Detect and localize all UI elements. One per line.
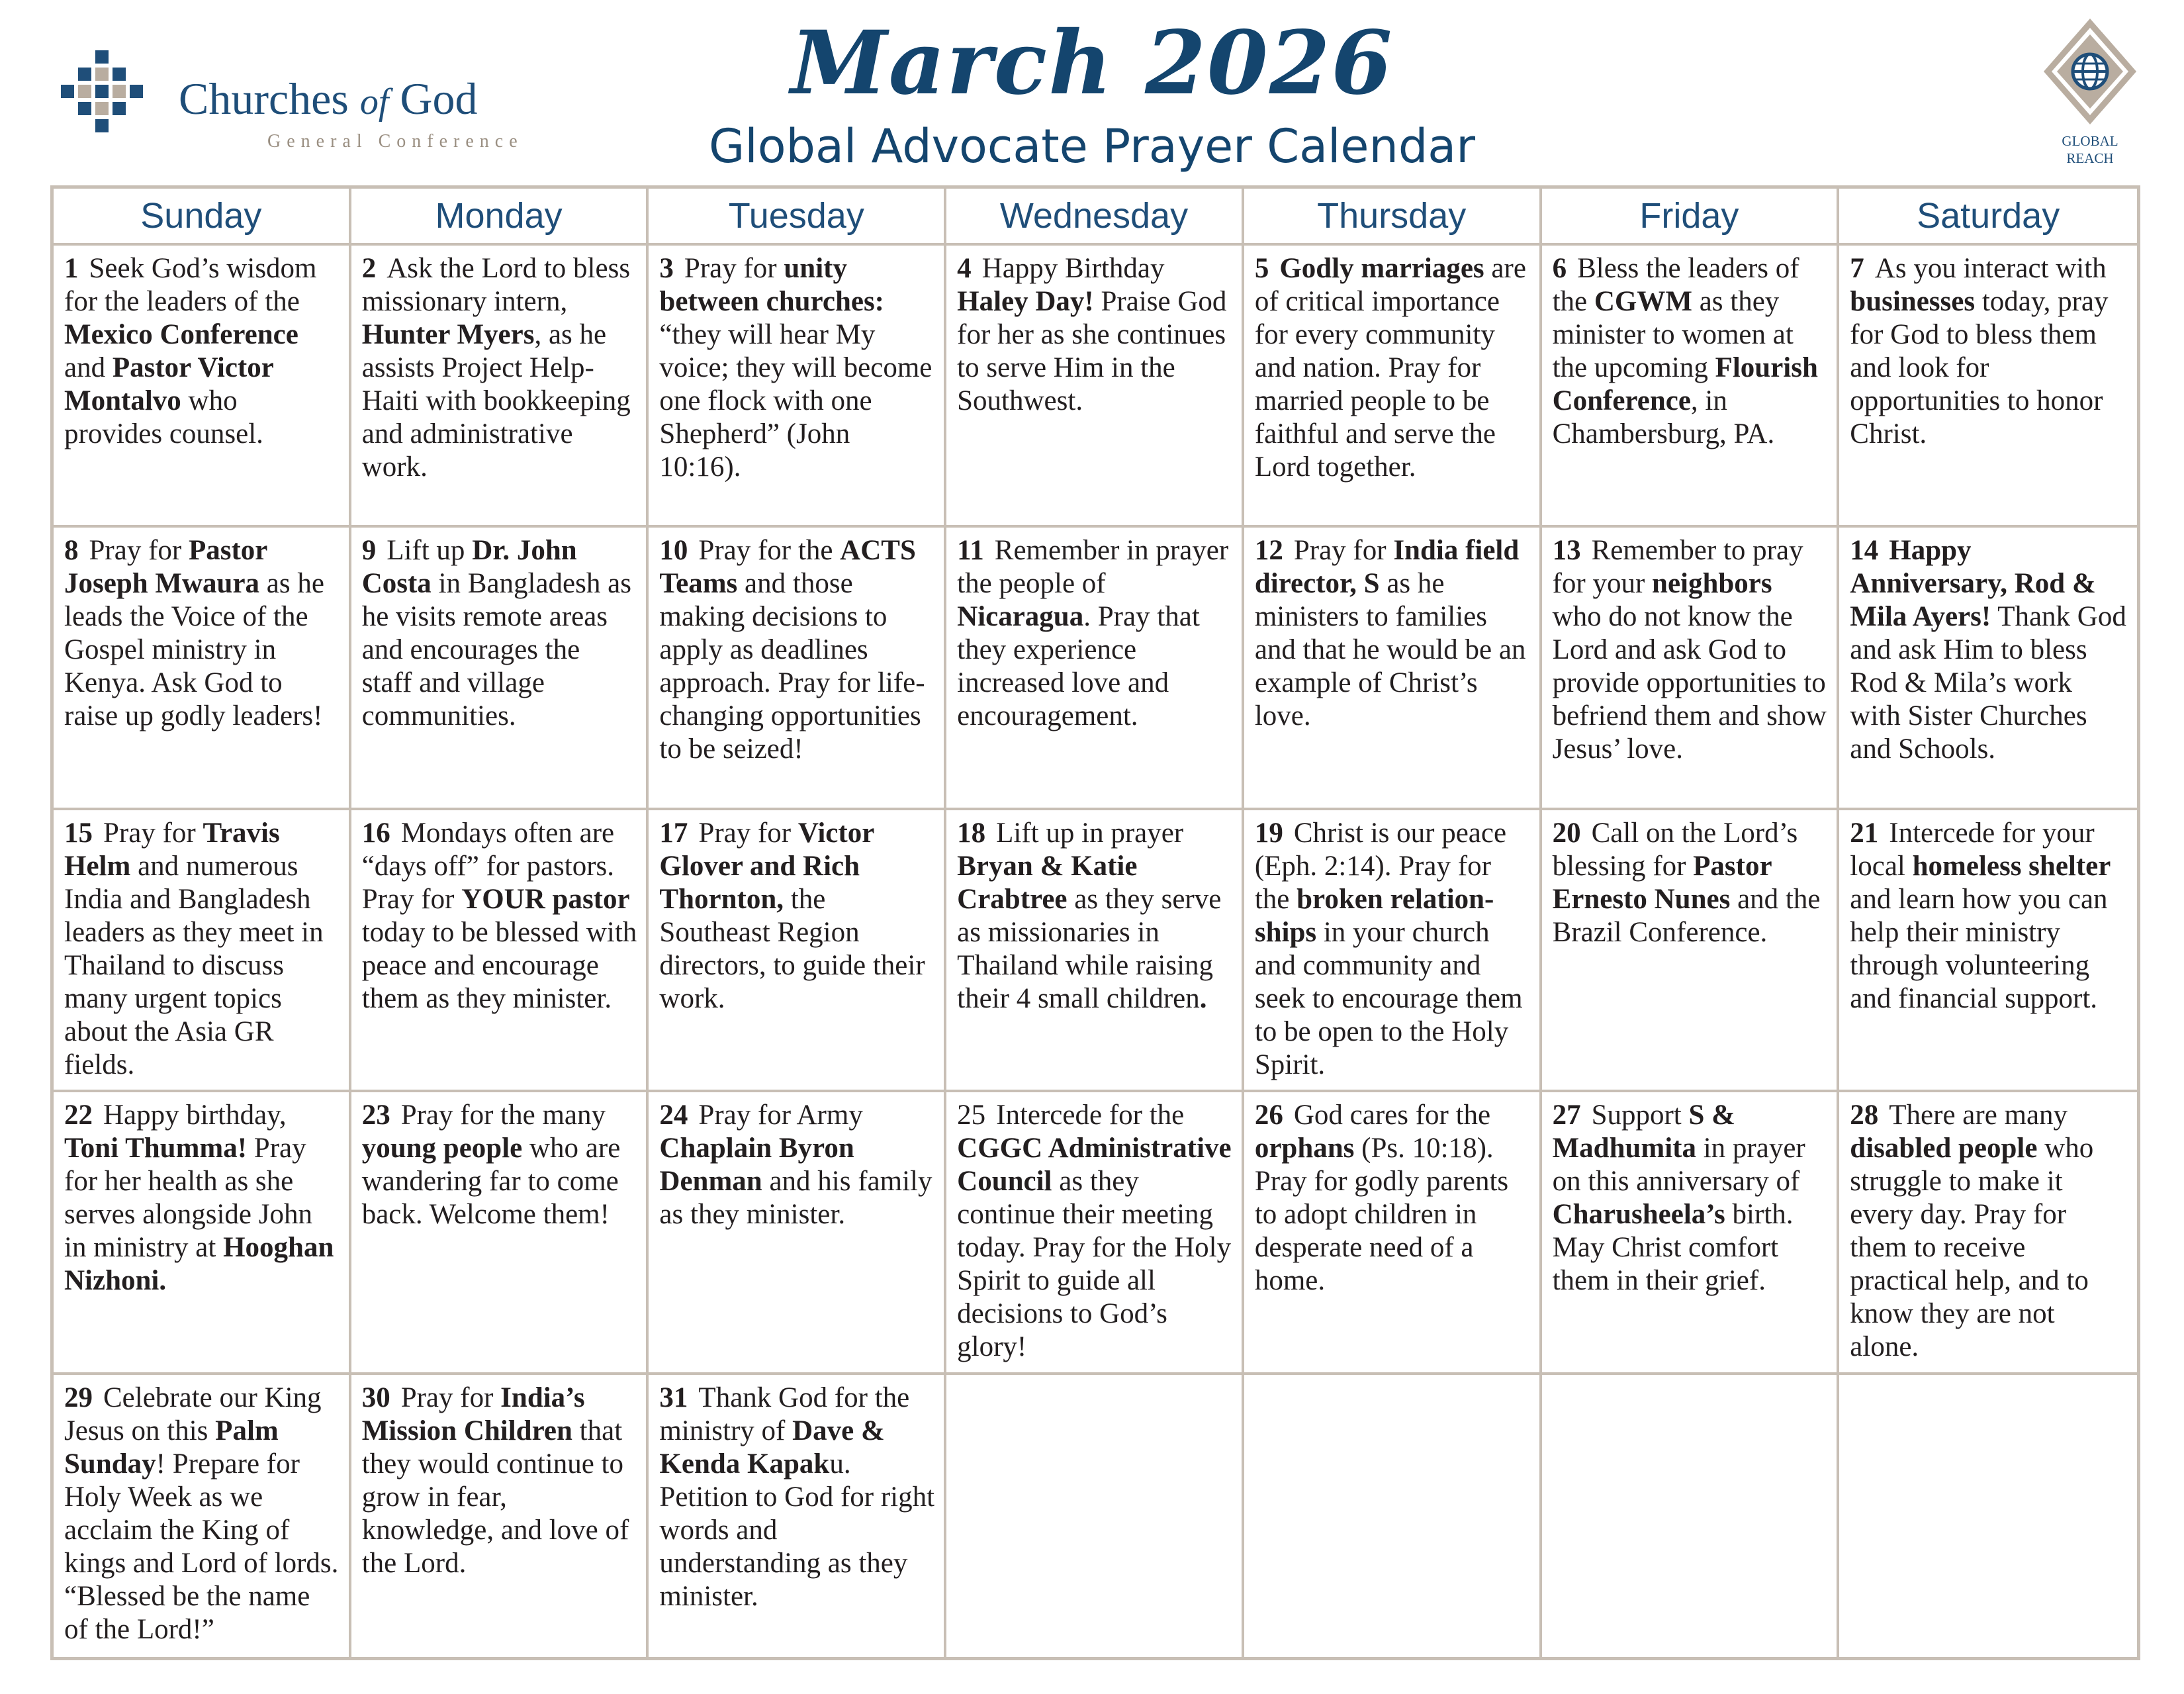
org-name-of: of bbox=[359, 81, 389, 122]
prayer-text: who do not know the Lord and ask God to provide opportunities to befriend them and show Jesus’ love. bbox=[1552, 601, 1827, 765]
calendar-grid bbox=[50, 185, 2140, 1660]
day-cell-9 bbox=[351, 528, 649, 810]
prayer-highlight: Dave & Kenda Kapak bbox=[659, 1415, 885, 1480]
day-cell-30 bbox=[351, 1375, 649, 1657]
prayer-highlight: Chaplain Byron Denman bbox=[659, 1133, 854, 1198]
prayer-highlight: Pastor Joseph Mwaura bbox=[64, 535, 267, 600]
day-cell-4 bbox=[946, 246, 1244, 528]
day-header-wednesday: Wednesday bbox=[946, 189, 1244, 246]
prayer-highlight: YOUR pastor bbox=[461, 883, 630, 915]
day-cell-7 bbox=[1839, 246, 2137, 528]
prayer-highlight: Victor Glover and Rich Thornton, bbox=[659, 817, 874, 915]
day-cell-25 bbox=[946, 1092, 1244, 1374]
prayer-text: Pray for bbox=[1293, 535, 1394, 567]
prayer-text: that they would continue to grow in fear, knowledge, and love of the Lord. bbox=[361, 1415, 629, 1579]
prayer-text: birth. May Christ comfort them in their grief. bbox=[1552, 1199, 1794, 1297]
badge-line-1: GLOBAL bbox=[2062, 133, 2118, 149]
prayer-text: (Ps. 10:18). Pray for godly parents to adopt children in desperate need of a home. bbox=[1254, 1133, 1509, 1297]
prayer-text: Happy birthday, bbox=[103, 1100, 287, 1131]
prayer-highlight: . bbox=[1199, 982, 1207, 1014]
empty-day-cell bbox=[946, 1375, 1244, 1657]
prayer-text: ! Prepare for Holy Week as we acclaim the King of kings and Lord of lords. “Blessed be the name of the Lord!” bbox=[64, 1448, 339, 1645]
day-cell-1 bbox=[54, 246, 351, 528]
prayer-text: Lift up in prayer bbox=[996, 817, 1184, 849]
day-header-friday: Friday bbox=[1542, 189, 1840, 246]
prayer-text: Celebrate our King Jesus on this bbox=[64, 1382, 322, 1446]
day-number: 24 bbox=[659, 1100, 688, 1131]
prayer-highlight: CGGC Administrative Council bbox=[957, 1133, 1232, 1198]
prayer-text: As you interact with bbox=[1874, 253, 2107, 284]
day-number: 17 bbox=[659, 817, 688, 849]
prayer-text: Intercede for your local bbox=[1850, 817, 2095, 882]
prayer-highlight: Pastor Victor Montalvo bbox=[64, 352, 274, 416]
prayer-highlight: India’s Mission Children bbox=[361, 1382, 585, 1446]
day-cell-15 bbox=[54, 810, 351, 1092]
day-cell-8 bbox=[54, 528, 351, 810]
day-number: 13 bbox=[1552, 535, 1581, 567]
prayer-highlight: S & Madhumita bbox=[1552, 1100, 1735, 1164]
day-number: 26 bbox=[1254, 1100, 1283, 1131]
prayer-text: Pray for Army bbox=[698, 1100, 863, 1131]
day-number: 14 bbox=[1850, 535, 1879, 567]
prayer-text: who provides counsel. bbox=[64, 385, 263, 449]
day-cell-5 bbox=[1244, 246, 1542, 528]
day-header-monday: Monday bbox=[351, 189, 649, 246]
day-number: 4 bbox=[957, 253, 972, 284]
day-number: 7 bbox=[1850, 253, 1864, 284]
prayer-highlight: Charusheela’s bbox=[1552, 1199, 1725, 1231]
prayer-text: . Pray that they experience increased love and encouragement. bbox=[957, 601, 1200, 732]
prayer-text: Christ is our peace (Eph. 2:14). Pray for the bbox=[1254, 817, 1507, 915]
prayer-text: Pray for her health as she serves alongside John in ministry at bbox=[64, 1133, 312, 1264]
empty-day-cell bbox=[1542, 1375, 1840, 1657]
prayer-text: Remember to pray for your bbox=[1552, 535, 1803, 600]
day-cell-10 bbox=[649, 528, 946, 810]
prayer-highlight: Happy Anniversary, Rod & Mila Ayers! bbox=[1850, 535, 2096, 633]
prayer-text: and numerous India and Bangladesh leaders as they meet in Thailand to discuss many urgent topics about the Asia GR fields. bbox=[64, 850, 324, 1080]
prayer-text: u. Petition to God for right words and understanding as they minister. bbox=[659, 1448, 935, 1612]
prayer-text: Praise God for her as she continues to serve Him in the Southwest. bbox=[957, 286, 1227, 416]
prayer-text: as they minister to women at the upcoming bbox=[1552, 286, 1794, 383]
prayer-text: as he ministers to families and that he would be an example of Christ’s love. bbox=[1254, 568, 1526, 732]
day-number: 22 bbox=[64, 1100, 93, 1131]
day-cell-14 bbox=[1839, 528, 2137, 810]
prayer-text: in Bangladesh as he visits remote areas and encourages the staff and village communities. bbox=[361, 568, 631, 732]
badge-label bbox=[2030, 132, 2150, 167]
day-cell-21 bbox=[1839, 810, 2137, 1092]
day-number: 12 bbox=[1254, 535, 1283, 567]
day-number: 15 bbox=[64, 817, 93, 849]
day-number: 29 bbox=[64, 1382, 93, 1413]
prayer-text: Thank God for the ministry of bbox=[659, 1382, 910, 1446]
day-number: 10 bbox=[659, 535, 688, 567]
day-header-thursday: Thursday bbox=[1244, 189, 1542, 246]
prayer-highlight: broken relation-ships bbox=[1254, 883, 1494, 948]
prayer-text: Pray for bbox=[103, 817, 203, 849]
prayer-text: and his family as they minister. bbox=[659, 1166, 933, 1231]
prayer-text: are of critical importance for every community and nation. Pray for married people to be faithful and serve the Lord together. bbox=[1254, 253, 1526, 483]
day-number: 30 bbox=[361, 1382, 390, 1413]
day-number: 6 bbox=[1552, 253, 1567, 284]
day-header-tuesday: Tuesday bbox=[649, 189, 946, 246]
day-number: 16 bbox=[361, 817, 390, 849]
prayer-text: Pray for bbox=[684, 253, 784, 284]
prayer-highlight: Palm Sunday bbox=[64, 1415, 279, 1480]
prayer-text: , as he assists Project Help-Haiti with bookkeeping and administrative work. bbox=[361, 319, 631, 483]
prayer-text: Pray for bbox=[400, 1382, 501, 1413]
prayer-text: Pray for bbox=[698, 817, 798, 849]
prayer-highlight: Bryan & Katie Crabtree bbox=[957, 850, 1138, 915]
prayer-highlight: Mexico Conference bbox=[64, 319, 298, 350]
day-cell-26 bbox=[1244, 1092, 1542, 1374]
prayer-text: Intercede for the bbox=[996, 1100, 1185, 1131]
empty-day-cell bbox=[1839, 1375, 2137, 1657]
prayer-text: Pray for bbox=[89, 535, 189, 567]
prayer-highlight: Haley Day! bbox=[957, 286, 1094, 317]
day-cell-16 bbox=[351, 810, 649, 1092]
org-subtitle: General Conference bbox=[267, 131, 523, 152]
empty-day-cell bbox=[1244, 1375, 1542, 1657]
prayer-highlight: Flourish Conference bbox=[1552, 352, 1818, 416]
prayer-text: as they serve as missionaries in Thailand while raising their 4 small children bbox=[957, 883, 1222, 1014]
day-number: 25 bbox=[957, 1100, 986, 1131]
day-header-sunday: Sunday bbox=[54, 189, 351, 246]
prayer-text: Mondays often are “days off” for pastors. Pray for bbox=[361, 817, 615, 915]
prayer-text: Pray for the many bbox=[400, 1100, 606, 1131]
org-name-part2: God bbox=[388, 73, 478, 124]
day-cell-20 bbox=[1542, 810, 1840, 1092]
prayer-highlight: India field director, S bbox=[1254, 535, 1520, 600]
prayer-highlight: young people bbox=[361, 1133, 523, 1164]
day-number: 23 bbox=[361, 1100, 390, 1131]
prayer-highlight: Hooghan Nizhoni. bbox=[64, 1232, 334, 1297]
day-number: 31 bbox=[659, 1382, 688, 1413]
day-cell-11 bbox=[946, 528, 1244, 810]
prayer-text: today to be blessed with peace and encourage them as they minister. bbox=[361, 916, 637, 1014]
org-name-part1: Churches bbox=[179, 73, 360, 124]
prayer-text: who struggle to make it every day. Pray for them to receive practical help, and to know they are not alone. bbox=[1850, 1133, 2094, 1363]
prayer-text: today, pray for God to bless them and look for opportunities to honor Christ. bbox=[1850, 286, 2109, 449]
prayer-text: in your church and community and seek to encourage them to be open to the Holy Spirit. bbox=[1254, 916, 1523, 1080]
day-cell-23 bbox=[351, 1092, 649, 1374]
prayer-text: who are wandering far to come back. Welcome them! bbox=[361, 1133, 621, 1231]
day-cell-22 bbox=[54, 1092, 351, 1374]
day-number: 8 bbox=[64, 535, 79, 567]
prayer-text: Happy Birthday bbox=[981, 253, 1165, 284]
day-number: 21 bbox=[1850, 817, 1879, 849]
day-number: 2 bbox=[361, 253, 377, 284]
day-cell-31 bbox=[649, 1375, 946, 1657]
prayer-highlight: CGWM bbox=[1594, 286, 1692, 317]
prayer-text: Ask the Lord to bless missionary intern, bbox=[361, 253, 631, 317]
day-number: 9 bbox=[361, 535, 377, 567]
prayer-text: Pray for the bbox=[698, 535, 841, 567]
prayer-text: as they continue their meeting today. Pray for the Holy Spirit to guide all decisions to God’s glory! bbox=[957, 1166, 1232, 1363]
day-number: 11 bbox=[957, 535, 984, 567]
day-cell-12 bbox=[1244, 528, 1542, 810]
prayer-text: Thank God and ask Him to bless Rod & Mila’s work with Sister Churches and Schools. bbox=[1850, 601, 2126, 765]
day-cell-18 bbox=[946, 810, 1244, 1092]
prayer-highlight: unity between churches: bbox=[659, 253, 884, 317]
prayer-highlight: disabled people bbox=[1850, 1133, 2038, 1164]
prayer-highlight: Pastor Ernesto Nunes bbox=[1552, 850, 1772, 915]
day-cell-13 bbox=[1542, 528, 1840, 810]
prayer-text: There are many bbox=[1889, 1100, 2068, 1131]
prayer-text: Support bbox=[1591, 1100, 1689, 1131]
prayer-text: , in Chambersburg, PA. bbox=[1552, 385, 1775, 449]
day-cell-29 bbox=[54, 1375, 351, 1657]
prayer-highlight: orphans bbox=[1254, 1133, 1355, 1164]
prayer-highlight: Godly marriages bbox=[1279, 253, 1484, 284]
day-number: 5 bbox=[1254, 253, 1269, 284]
prayer-highlight: businesses bbox=[1850, 286, 1976, 317]
prayer-text: Bless the leaders of the bbox=[1552, 253, 1799, 317]
prayer-text: Call on the Lord’s blessing for bbox=[1552, 817, 1798, 882]
day-number: 3 bbox=[659, 253, 674, 284]
day-number: 1 bbox=[64, 253, 79, 284]
prayer-highlight: Toni Thumma! bbox=[64, 1133, 248, 1164]
prayer-highlight: Dr. John Costa bbox=[361, 535, 577, 600]
day-cell-27 bbox=[1542, 1092, 1840, 1374]
prayer-text: Seek God’s wisdom for the leaders of the bbox=[64, 253, 317, 317]
prayer-highlight: Nicaragua bbox=[957, 601, 1084, 633]
prayer-text: Remember in prayer the people of bbox=[957, 535, 1229, 600]
day-cell-6 bbox=[1542, 246, 1840, 528]
prayer-highlight: neighbors bbox=[1652, 568, 1772, 600]
day-header-saturday: Saturday bbox=[1839, 189, 2137, 246]
prayer-text: and the Brazil Conference. bbox=[1552, 883, 1821, 948]
day-number: 19 bbox=[1254, 817, 1283, 849]
prayer-text: Lift up bbox=[387, 535, 473, 567]
page-subtitle: Global Advocate Prayer Calendar bbox=[709, 119, 1475, 173]
day-cell-3 bbox=[649, 246, 946, 528]
prayer-highlight: ACTS Teams bbox=[659, 535, 916, 600]
day-cell-19 bbox=[1244, 810, 1542, 1092]
prayer-highlight: homeless shelter bbox=[1912, 850, 2111, 882]
prayer-highlight: Travis Helm bbox=[64, 817, 280, 882]
day-number: 18 bbox=[957, 817, 986, 849]
day-number: 28 bbox=[1850, 1100, 1879, 1131]
prayer-text: and those making decisions to apply as deadlines approach. Pray for life-changing opportunities to be seized! bbox=[659, 568, 925, 765]
prayer-text: as he leads the Voice of the Gospel ministry in Kenya. Ask God to raise up godly leaders! bbox=[64, 568, 324, 732]
prayer-text: the Southeast Region directors, to guide their work. bbox=[659, 883, 925, 1014]
prayer-text: and learn how you can help their ministry through volunteering and financial support. bbox=[1850, 883, 2108, 1014]
prayer-text: “they will hear My voice; they will become one flock with one Shepherd” (John 10:16). bbox=[659, 319, 933, 483]
day-cell-28 bbox=[1839, 1092, 2137, 1374]
day-number: 27 bbox=[1552, 1100, 1581, 1131]
day-number: 20 bbox=[1552, 817, 1581, 849]
prayer-text: in prayer on this anniversary of bbox=[1552, 1133, 1805, 1198]
day-cell-24 bbox=[649, 1092, 946, 1374]
page-title: March 2026 bbox=[790, 12, 1394, 115]
day-cell-17 bbox=[649, 810, 946, 1092]
day-cell-2 bbox=[351, 246, 649, 528]
prayer-text: and bbox=[64, 352, 113, 383]
badge-line-2: REACH bbox=[2066, 150, 2114, 166]
prayer-text: God cares for the bbox=[1293, 1100, 1491, 1131]
prayer-highlight: Hunter Myers bbox=[361, 319, 535, 350]
